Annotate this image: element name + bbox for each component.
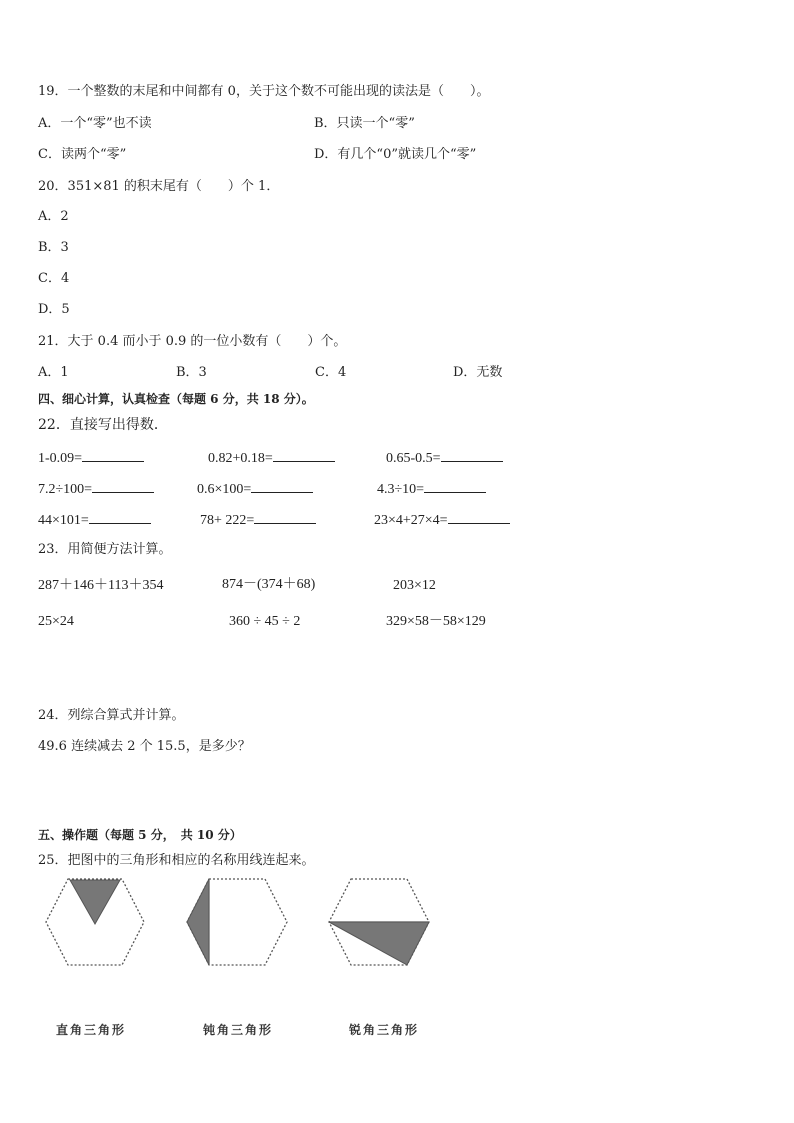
q20-option-b[interactable]: B．3 bbox=[38, 240, 69, 255]
answer-blank[interactable] bbox=[441, 449, 503, 462]
q24-problem-text: 49.6 连续减去 2 个 15.5，是多少？ bbox=[38, 739, 251, 754]
q23-expression: 203×12 bbox=[393, 578, 436, 593]
q21-stem: 21．大于 0.4 而小于 0.9 的一位小数有（ ）个。 bbox=[38, 334, 347, 349]
q20-option-a[interactable]: A．2 bbox=[38, 209, 69, 224]
section5-title: 五、操作题（每题 5 分， 共 10 分） bbox=[38, 828, 242, 842]
shaded-triangle bbox=[187, 879, 209, 965]
q25-stem: 25．把图中的三角形和相应的名称用线连起来。 bbox=[38, 853, 315, 868]
q22-item: 4.3÷10= bbox=[377, 480, 486, 498]
q22-item: 0.6×100= bbox=[197, 480, 313, 498]
q23-stem: 23．用简便方法计算。 bbox=[38, 542, 172, 557]
q23-expression: 329×58－58×129 bbox=[386, 614, 486, 629]
q19-option-c[interactable]: C．读两个“零” bbox=[38, 147, 127, 162]
section4-title: 四、细心计算，认真检查（每题 6 分，共 18 分）。 bbox=[38, 392, 314, 406]
answer-blank[interactable] bbox=[273, 449, 335, 462]
answer-blank[interactable] bbox=[89, 511, 151, 524]
q21-option-c[interactable]: C．4 bbox=[315, 365, 347, 380]
label-obtuse-triangle[interactable]: 钝角三角形 bbox=[203, 1023, 274, 1037]
q21-option-b[interactable]: B．3 bbox=[176, 365, 207, 380]
q21-option-a[interactable]: A．1 bbox=[38, 365, 69, 380]
q20-option-c[interactable]: C．4 bbox=[38, 271, 70, 286]
answer-blank[interactable] bbox=[254, 511, 316, 524]
q23-expression: 874－(374＋68) bbox=[222, 577, 316, 592]
q22-item: 23×4+27×4= bbox=[374, 511, 510, 529]
label-acute-triangle[interactable]: 锐角三角形 bbox=[349, 1023, 420, 1037]
q23-expression: 287＋146＋113＋354 bbox=[38, 578, 164, 593]
label-right-triangle[interactable]: 直角三角形 bbox=[56, 1023, 127, 1037]
shaded-triangle bbox=[329, 922, 429, 965]
q19-option-a[interactable]: A．一个“零”也不读 bbox=[38, 116, 152, 131]
hexagon-figure-3 bbox=[326, 877, 432, 969]
answer-blank[interactable] bbox=[424, 480, 486, 493]
q19-option-d[interactable]: D．有几个“0”就读几个“零” bbox=[314, 147, 477, 162]
q22-item: 44×101= bbox=[38, 511, 151, 529]
hexagon-figure-2 bbox=[184, 877, 290, 969]
q23-expression: 25×24 bbox=[38, 614, 74, 629]
answer-blank[interactable] bbox=[92, 480, 154, 493]
q22-item: 7.2÷100= bbox=[38, 480, 154, 498]
q22-item: 0.65-0.5= bbox=[386, 449, 503, 467]
answer-blank[interactable] bbox=[251, 480, 313, 493]
q19-option-b[interactable]: B．只读一个“零” bbox=[314, 116, 415, 131]
q22-item: 78+ 222= bbox=[200, 511, 316, 529]
q22-stem: 22．直接写出得数． bbox=[38, 417, 168, 433]
q24-stem: 24．列综合算式并计算。 bbox=[38, 708, 185, 723]
q21-option-d[interactable]: D．无数 bbox=[453, 365, 503, 380]
q19-stem: 19．一个整数的末尾和中间都有 0，关于这个数不可能出现的读法是（ ）。 bbox=[38, 84, 490, 99]
q23-expression: 360 ÷ 45 ÷ 2 bbox=[229, 614, 301, 629]
hexagon-figure-1 bbox=[44, 877, 148, 969]
answer-blank[interactable] bbox=[448, 511, 510, 524]
answer-blank[interactable] bbox=[82, 449, 144, 462]
shaded-triangle bbox=[70, 880, 120, 924]
q22-item: 1-0.09= bbox=[38, 449, 144, 467]
q20-stem: 20．351×81 的积末尾有（ ）个 1． bbox=[38, 179, 280, 194]
q20-option-d[interactable]: D．5 bbox=[38, 302, 70, 317]
q22-item: 0.82+0.18= bbox=[208, 449, 335, 467]
